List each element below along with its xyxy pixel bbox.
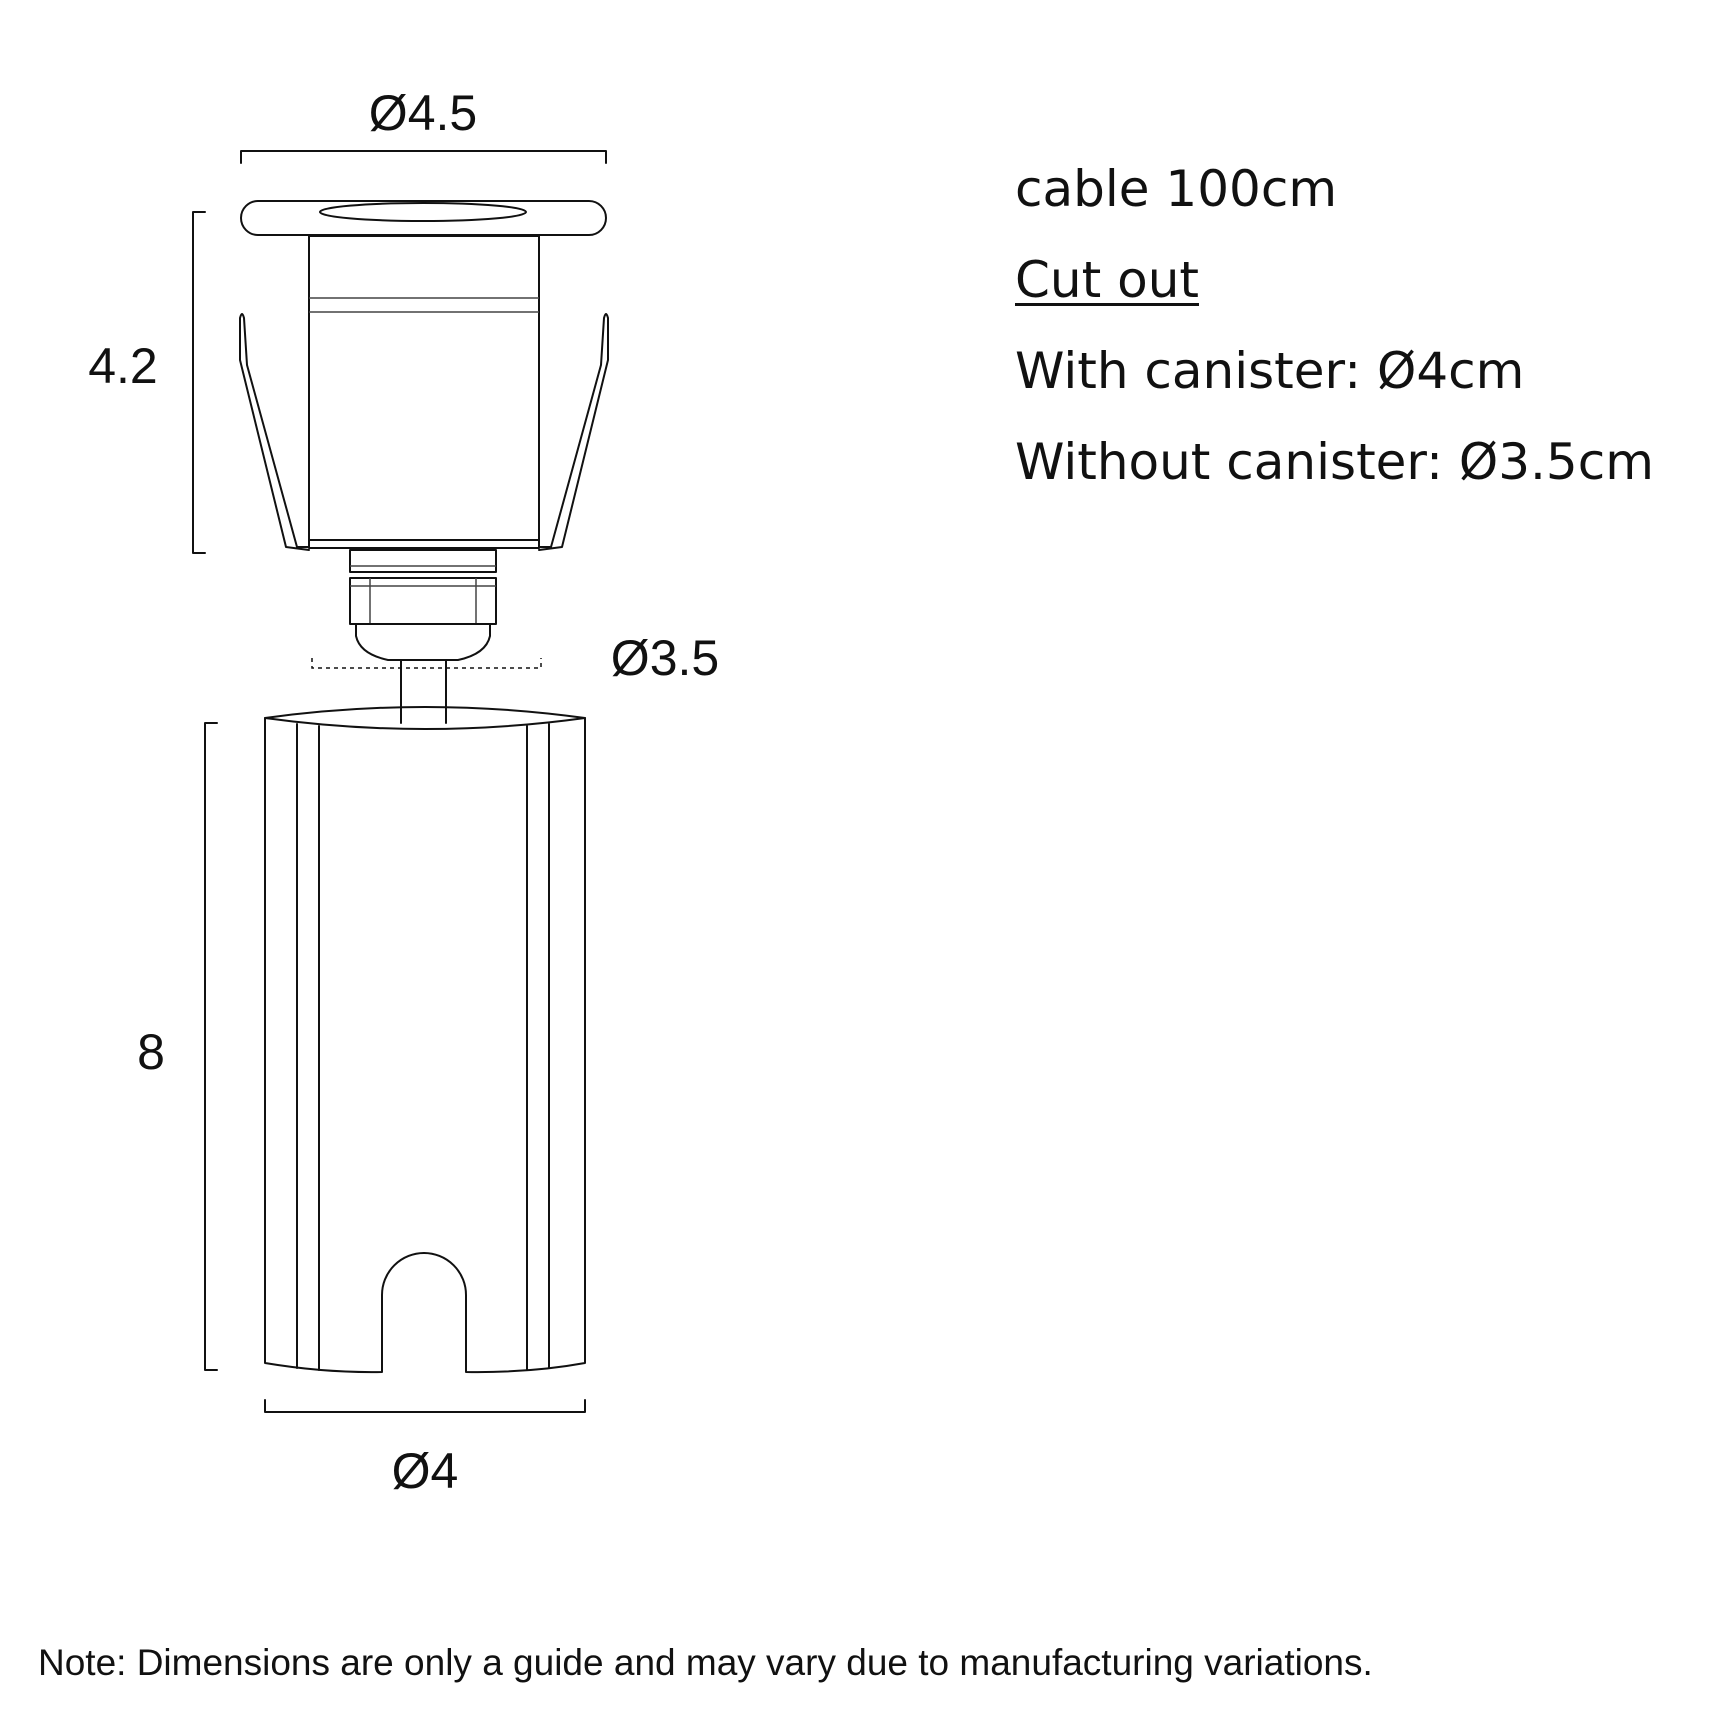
canister-diameter-label: Ø4	[391, 1443, 459, 1499]
top-height-label: 4.2	[88, 338, 158, 394]
top-diameter-label: Ø4.5	[368, 85, 478, 141]
canister-height-dimension	[137, 723, 217, 1370]
fitting-body	[309, 236, 539, 548]
canister-height-label: 8	[137, 1024, 165, 1080]
left-spring-clip	[240, 314, 309, 550]
canister-diameter-dimension	[265, 1400, 585, 1499]
canister	[265, 700, 585, 1372]
cable-gland-dome	[356, 624, 490, 660]
top-diameter-dimension	[241, 85, 606, 163]
right-spring-clip	[539, 314, 608, 550]
bezel-flange	[241, 201, 606, 235]
cutout-diameter-label: Ø3.5	[610, 630, 720, 686]
dimensions-note: Note: Dimensions are only a guide and may vary due to manufacturing variations.	[38, 1642, 1373, 1683]
light-fitting	[240, 201, 608, 723]
top-height-dimension	[88, 212, 205, 553]
with-canister-text: With canister: Ø4cm	[1015, 342, 1525, 400]
without-canister-text: Without canister: Ø3.5cm	[1015, 433, 1654, 491]
gland-nut-lower	[350, 578, 496, 624]
gland-nut-upper	[350, 550, 496, 572]
canister-body	[265, 707, 585, 1372]
cutout-heading: Cut out	[1015, 251, 1199, 309]
cable-length-text: cable 100cm	[1015, 160, 1338, 218]
